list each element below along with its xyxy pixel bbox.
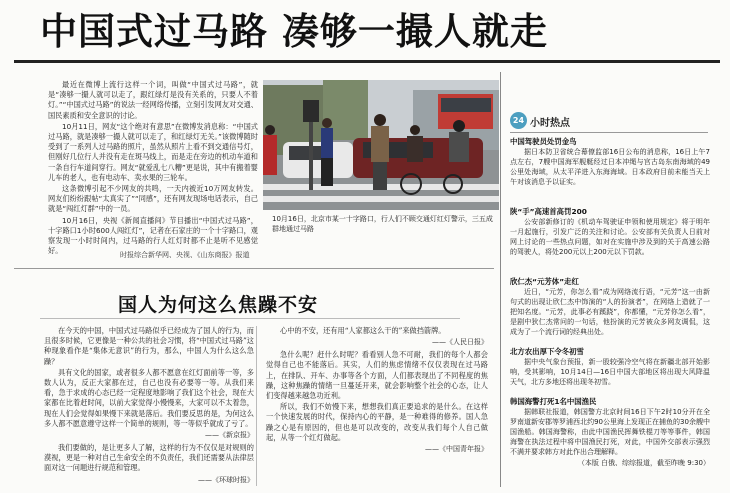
brief-item xyxy=(510,396,710,471)
opinion-divider xyxy=(256,326,257,486)
headline-rule xyxy=(14,60,720,63)
opinion-rule xyxy=(40,318,460,319)
opinion-paragraph: 所以，我们不妨慢下来，想想我们真正要追求的是什么。在这样一个快速发展的时代，保持内心的平静，是一种难得的修养。国人急躁之心是有原因的，但也是可以改变的，改变从我们每个人自己做起，从等一个红灯做起。 xyxy=(266,402,488,442)
brief-title: 陕“手”高速首高罚200 xyxy=(510,207,587,216)
opinion-paragraph: 具有文化的国家，或者很多人都不愿意在红灯面前等一等，多数人认为，反正大家都在过，自己也没有必要等一等。从我们来看，急于求成的心态已经一定程度地影响了我们这个社会，现在大家都在比着赶时间，以前大家觉得小慢慢来，大家可以不太着急，现在人们会觉得如果慢下来就是落后。我们要反思的是，为何这么多人都不愿意遵守这样一个简单的规则，等一等似乎就成了亏了。 xyxy=(44,367,254,428)
opinion-paragraph: 在今天的中国，中国式过马路似乎已经成为了国人的行为，而且很多时候，它更像是一种公共的社会习惯，将“中国式过马路”这种现象看作是“集体无意识”的行为，那么，中国人为什么这么急躁？ xyxy=(44,326,254,366)
opinion-left-column xyxy=(44,326,254,488)
hot-rule xyxy=(510,132,708,133)
brief-item xyxy=(510,206,710,257)
opinion-source: ——《人民日报》 xyxy=(432,338,488,347)
brief-body: 据韩联社报道，韩国警方北京时间16日下午2时10分开在全罗南道新安郡等罗浦西北约90公里海上发现正在捕鱼的30余艘中国渔船。韩国海警称，由此中国渔民挥舞铁棍刀等等事件，韩国海警在执法过程中将中国渔民打死，对此，中国外交部表示强烈不满并要求韩方对此作出合理解释。 xyxy=(510,408,710,456)
photo-caption: 10月16日，北京市某一十字路口，行人们不顾交通灯红灯警示，三五成群地通过马路 xyxy=(272,215,493,233)
hot-title: 小时热点 xyxy=(530,118,570,129)
main-headline: 中国式过马路 凑够一撮人就走 xyxy=(40,10,548,53)
lead-credit: 时报综合新华网、央视、《山东商报》报道 xyxy=(120,251,250,259)
brief-title: 韩国海警打死1名中国渔民 xyxy=(510,397,597,406)
opinion-source: ——《环球时报》 xyxy=(198,475,254,484)
brief-item xyxy=(510,276,710,337)
opinion-paragraph: 急什么呢？赶什么时呢？看看别人急不可耐，我们的每个人都会觉得自己也不能落后。其实，人们的焦虑情绪不仅仅表现在过马路上，在排队、开车、办事等各个方面，人们都表现出了不同程度的焦躁，这种焦躁的情绪一旦蔓延开来，就会影响整个社会的心态，让人们变得越来越急功近利。 xyxy=(266,350,488,401)
brief-title: 欣仁杰“元芳体”走红 xyxy=(510,277,579,286)
brief-title: 北方农出厚下令冬初雪 xyxy=(510,347,584,356)
brief-body: 据中央气象台预报，新一股较强冷空气将在新疆北部开始影响，受其影响，10月14日—16日中国大部地区将出现大风降温天气，北方多地还将出现冬初雪。 xyxy=(510,358,710,386)
opinion-paragraph: 心中的不安，还有用“人家都这么干的”来做挡箭牌。 xyxy=(280,326,446,335)
lead-paragraph-4: 10月16日，央视《新闻直播间》节目播出“中国式过马路”，十字路口1小时600人闯红灯”，记者在石家庄的一个十字路口，观察发现一小时时间内，过马路的行人红灯时都不止是听不见感觉好。 xyxy=(48,215,258,256)
opinion-right-column xyxy=(266,326,488,457)
brief-body: 近日，“元芳，你怎么看”成为网络流行语，“元芳”这一由新句式的出现让欣仁杰中饰演的“人的扮演者”，在网络上造就了一把知名度。“元芳，此事必有蹊跷”，你都懂，“元芳你怎么看”，是剧中狄仁杰常问的一句话，他扮演的元芳被众多网友调侃，这成为了一个流行词的经典出处。 xyxy=(510,288,710,336)
hot-badge: 24 xyxy=(510,112,527,129)
opinion-paragraph: 我们要做的，是让更多人了解，这样的行为不仅仅是对规则的漠视，更是一种对自己生命安全的不负责任，我们还需要从法律层面对这一问题进行规范和管理。 xyxy=(44,443,254,473)
lead-paragraph-2: 10月11日，网友“这个绝对有意思”在微博发消息称：“中国式过马路，就是凑够一撮人就可以走了，和红绿灯无关。”该微博随时受到了一系列人过马路的照片，虽然从照片上看不到交通信号灯，但刚好几位行人并没有走在斑马线上，而是走在旁边的机动车道和一条自行车道间穿行。网友“就爱乱七八糟”更是说，其中有搬着婴儿车的老人，也有电动车、卖水果的三轮车。 xyxy=(48,121,258,182)
opinion-source: ——《中国青年报》 xyxy=(425,445,488,454)
lead-paragraph-3: 这条微博引起不少网友的共鸣，一天内被近10万网友转发。网友们纷纷跟帖“太真实了”“同感”，还有网友现场电话表示，自己就是“闯红灯群”中的一员。 xyxy=(48,184,258,214)
street-crossing-illustration xyxy=(263,80,499,210)
lead-paragraph-1: 最近在微博上流行这样一个词，叫做“中国式过马路”，就是“凑够一撮人就可以走了，跟红绿灯是没有关系的，只要人不着灯。”“中国式过马路”的说法一经网络传播，立刻引发网友对交通、国民素质和安全意识的讨论。 xyxy=(48,80,258,120)
brief-body: 据日本防卫省统合幕僚监部16日公布的消息称，16日上午7点左右，7艘中国海军舰艇经过日本冲绳与宫古岛东南海域的49公里处海域，从太平洋进入东海海域。日本政府目前未能当天上午对该消息予以证实。 xyxy=(510,148,710,186)
brief-item xyxy=(510,346,710,387)
brief-title: 中国驾驶员处罚金鸟 xyxy=(510,137,577,146)
brief-item xyxy=(510,136,710,187)
street-crossing-photo xyxy=(263,80,499,210)
opinion-headline: 国人为何这么焦躁不安 xyxy=(118,294,319,316)
brief-body: 公安部新修订的《机动车驾驶证申领和使用规定》将于明年一月起施行，引发广泛的关注和讨论。公安部有关负责人日前对网上讨论的一些热点问题，如对在实施中涉及到的关于高速公路的驾驶人，将处200元以上200元以下罚款。 xyxy=(510,218,710,256)
brief-credit: （本版 白俄、综综报道，截至昨晚 9:30） xyxy=(577,459,710,467)
column-divider xyxy=(500,72,501,487)
section-rule xyxy=(14,268,494,269)
opinion-source: ——《新京报》 xyxy=(205,431,254,440)
